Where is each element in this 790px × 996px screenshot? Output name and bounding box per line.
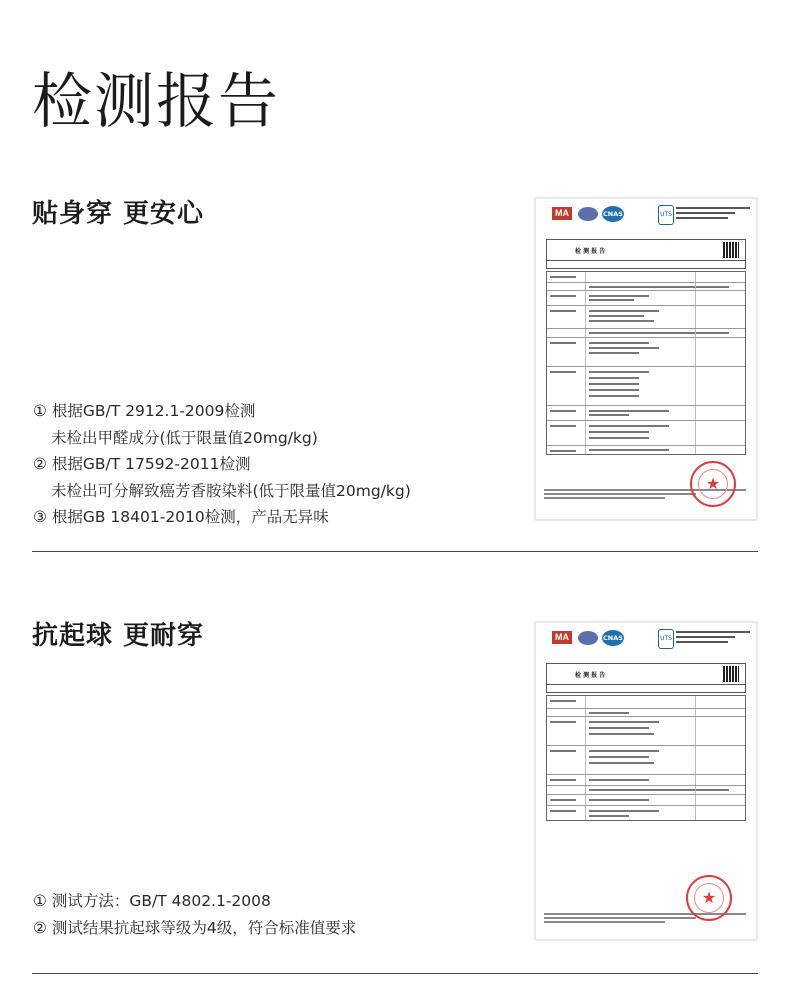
note-text: 根据GB/T 2912.1-2009检测: [51, 402, 256, 420]
report-number: [546, 261, 746, 269]
note-item: [33, 398, 411, 451]
note-marker: ②: [33, 918, 47, 937]
cnas-logo: CNAS: [602, 206, 624, 222]
official-seal: ★: [690, 461, 736, 507]
report-header: [546, 663, 746, 685]
report-number: [546, 685, 746, 693]
note-text: 测试方法：GB/T 4802.1-2008: [51, 892, 271, 910]
uts-logo: UTS: [658, 205, 674, 225]
note-marker: ①: [33, 892, 47, 910]
report-table: [546, 695, 746, 821]
page-title: 检测报告: [32, 67, 280, 137]
section-divider: [32, 973, 758, 974]
note-text: 根据GB/T 17592-2011检测: [51, 455, 251, 473]
report-heading: 检 测 报 告: [575, 672, 606, 679]
margin-annotation: [748, 349, 751, 379]
note-marker: ②: [33, 455, 47, 473]
note-item: [33, 504, 411, 531]
note-item: [33, 915, 356, 942]
note-item: [33, 451, 411, 504]
section-title-pilling: 抗起球 更耐穿: [32, 621, 205, 651]
official-seal: ★: [686, 875, 732, 921]
note-marker: ①: [33, 402, 47, 420]
ma-logo: MA: [552, 631, 572, 644]
report-table: [546, 271, 746, 455]
lab-name: [676, 207, 750, 222]
note-marker: ③: [33, 508, 47, 526]
cnas-logo: CNAS: [602, 630, 624, 646]
report-heading: 检 测 报 告: [575, 248, 606, 255]
lab-name: [676, 631, 750, 646]
note-detail: 未检出可分解致癌芳香胺染料(低于限量值20mg/kg): [51, 481, 411, 500]
qr-code: [723, 242, 739, 258]
test-notes-2: [33, 888, 356, 941]
section-title-comfort: 贴身穿 更安心: [32, 199, 205, 229]
note-text: 根据GB 18401-2010检测，产品无异味: [51, 508, 329, 526]
ilac-logo: [578, 207, 598, 221]
qr-code: [723, 666, 739, 682]
test-report-image-2: [535, 622, 757, 940]
report-header: [546, 239, 746, 261]
note-text: 测试结果抗起球等级为4级，符合标准值要求: [51, 918, 357, 937]
uts-logo: UTS: [658, 629, 674, 649]
ilac-logo: [578, 631, 598, 645]
test-notes-1: [33, 398, 411, 531]
test-report-image-1: [535, 198, 757, 520]
note-detail: 未检出甲醛成分(低于限量值20mg/kg): [51, 428, 318, 447]
note-item: [33, 888, 356, 915]
section-divider: [32, 551, 758, 552]
ma-logo: MA: [552, 207, 572, 220]
